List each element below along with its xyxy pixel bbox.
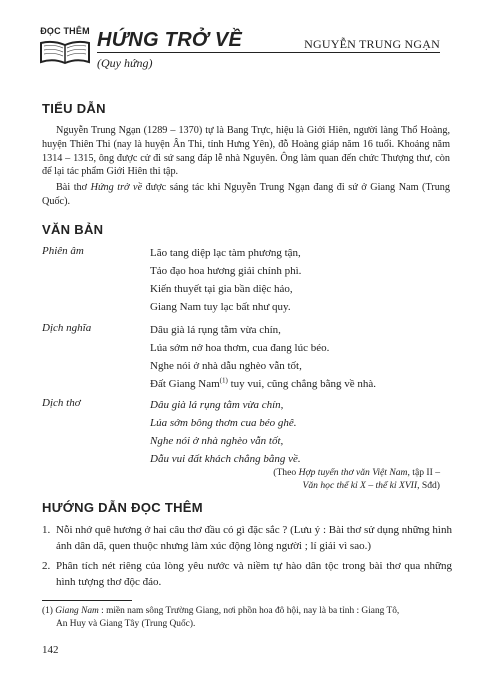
line-text: Đất Giang Nam <box>150 378 220 390</box>
poem-line: Lúa sớm bông thơm cua béo ghê. <box>150 417 297 429</box>
label-dich-tho: Dịch thơ <box>42 397 81 409</box>
page-number: 142 <box>42 644 59 656</box>
poem-dich-tho <box>150 396 301 468</box>
context-text-after: được sáng tác khi Nguyễn Trung Ngạn đang đi sứ ở Giang Nam (Trung Quốc). <box>42 182 450 207</box>
poem-line: Nghe nói ở nhà dẫu nghèo vẫn tốt, <box>150 360 302 372</box>
source-text: (Theo <box>273 467 299 478</box>
source-text: , tập II – <box>407 467 440 478</box>
author-name: NGUYỄN TRUNG NGẠN <box>304 37 440 51</box>
source-citation <box>273 466 440 492</box>
footnote-marker: (1) <box>42 606 53 616</box>
question-item <box>42 523 452 554</box>
badge-label: ĐỌC THÊM <box>40 26 90 36</box>
footnote-text-continued: An Huy và Giang Tây (Trung Quốc). <box>56 619 196 629</box>
footnote-term: Giang Nam <box>55 606 99 616</box>
question-number: 2. <box>42 560 51 572</box>
footnote-ref: (1) <box>219 376 228 385</box>
label-phien-am: Phiên âm <box>42 245 84 257</box>
intro-paragraph <box>42 124 450 179</box>
footnote <box>42 605 452 631</box>
intro-text: Nguyễn Trung Ngạn (1289 – 1370) tự là Bang Trực, hiệu là Giới Hiên, người làng Thổ Hoàng, huyện Thiên Thi (nay là huyện Ân Thi, tỉnh Hưng Yên), đỗ Hoàng giáp năm 16 tuổi. Khoảng năm 1314 – 1315, ông được cử đi sứ sang đáp lễ nhà Nguyên. Ông làm quan đến chức Thượng thư, còn để lại tác phẩm Giới Hiên thi tập. <box>42 125 450 178</box>
question-text: Nỗi nhớ quê hương ở hai câu thơ đầu có gì đặc sắc ? (Lưu ý : Bài thơ sử dụng những hình ảnh dân dã, quen thuộc nhưng làm xúc động lòng người ; lí giải vì sao.) <box>56 524 452 552</box>
source-book-title: Hợp tuyển thơ văn Việt Nam <box>298 467 408 478</box>
poem-phien-am <box>150 244 301 316</box>
label-dich-nghia: Dịch nghĩa <box>42 322 92 334</box>
context-work-title: Hứng trở về <box>90 182 143 193</box>
open-book-icon <box>38 40 92 66</box>
poem-line: Nghe nói ở nhà nghèo vẫn tốt, <box>150 435 284 447</box>
poem-line: Lúa sớm nở hoa thơm, cua đang lúc béo. <box>150 342 330 354</box>
question-item <box>42 559 452 590</box>
poem-dich-nghia <box>150 321 376 393</box>
footnote-divider <box>42 600 132 601</box>
poem-line: Lão tang diệp lạc tàm phương tận, <box>150 247 301 259</box>
context-paragraph <box>42 181 450 209</box>
poem-line: Dẫu vui đất khách chẳng bằng về. <box>150 453 301 465</box>
poem-line: Kiến thuyết tại gia bần diệc hảo, <box>150 283 293 295</box>
heading-huong-dan: HƯỚNG DẪN ĐỌC THÊM <box>42 500 203 515</box>
question-number: 1. <box>42 524 51 536</box>
poem-title: HỨNG TRỞ VỀ <box>97 29 243 51</box>
poem-subtitle: (Quy hứng) <box>97 56 153 70</box>
poem-line: Dâu già lá rụng tằm vừa chín, <box>150 324 281 336</box>
poem-line: Dâu già lá rụng tằm vừa chín, <box>150 399 284 411</box>
heading-tieu-dan: TIỂU DẪN <box>42 101 106 116</box>
line-text: tuy vui, cũng chẳng bằng về nhà. <box>227 378 376 390</box>
doc-them-badge <box>34 26 96 68</box>
header-divider <box>97 52 440 53</box>
source-text: , Sđd) <box>417 480 440 491</box>
footnote-text: : miền nam sông Trường Giang, nơi phồn hoa đô hội, nay là ba tỉnh : Giang Tô, <box>98 606 400 616</box>
source-volume-title: Văn học thế kỉ X – thế kỉ XVII <box>302 480 418 491</box>
heading-van-ban: VĂN BẢN <box>42 222 104 237</box>
question-text: Phân tích nét riêng của lòng yêu nước và niềm tự hào dân tộc trong bài thơ qua những hình tượng thơ độc đáo. <box>56 560 452 588</box>
poem-line <box>150 375 376 393</box>
poem-line: Tảo đạo hoa hương giải chính phì. <box>150 265 302 277</box>
context-text-before: Bài thơ <box>56 182 91 193</box>
poem-line: Giang Nam tuy lạc bất như quy. <box>150 301 291 313</box>
